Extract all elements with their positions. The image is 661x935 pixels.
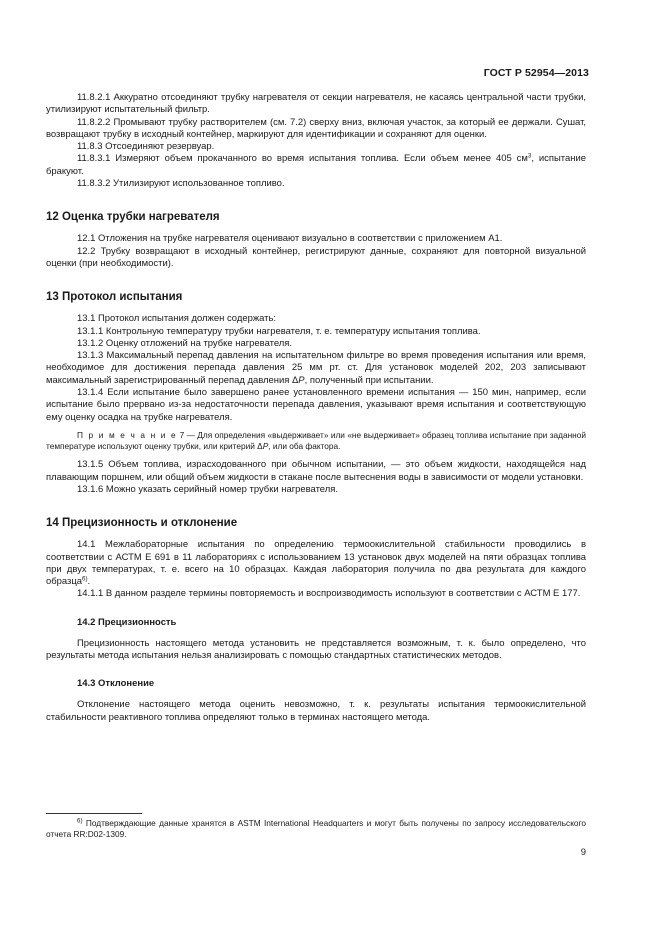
- paragraph-11-8-2-1: 11.8.2.1 Аккуратно отсоединяют трубку нагревателя от секции нагревателя, не касаясь центральной части трубки, утилизируют испытательный фильтр.: [46, 92, 586, 116]
- paragraph-13-1-1: 13.1.1 Контрольную температуру трубки нагревателя, т. е. температуру испытания топлива.: [77, 325, 481, 337]
- paragraph-11-8-2-2: 11.8.2.2 Промывают трубку растворителем (см. 7.2) сверху вниз, включая участок, за который ее держали. Сушат, возвращают трубку в исходный контейнер, маркируют для идентификации и сохраняют для оценки.: [46, 116, 586, 140]
- section-14-title: 14 Прецизионность и отклонение: [46, 517, 238, 530]
- paragraph-13-1-6: 13.1.6 Можно указать серийный номер трубки нагревателя.: [77, 483, 338, 495]
- footnote-6: [46, 818, 586, 841]
- paragraph-12-2: 12.2 Трубку возвращают в исходный контейнер, регистрируют данные, сохраняют для повторной визуальной оценки (при необходимости).: [46, 245, 586, 269]
- delta-p-symbol: P: [298, 374, 305, 386]
- document-body: [46, 92, 586, 724]
- paragraph-13-1-3: [46, 350, 586, 387]
- paragraph-11-8-3-1-tail: , испытание бракуют.: [46, 153, 586, 177]
- footnote-marker: 6): [77, 817, 83, 825]
- note-7: [46, 430, 586, 452]
- paragraph-13-1-3-text: 13.1.3 Максимальный перепад давления на испытательном фильтре во время проведения испытания или время, необходимое для достижения перепада давления 25 мм рт. ст. Для установок моделей 202, 203 записывают максимальный зарегистрированный перепад давления Δ: [46, 350, 586, 386]
- section-12-title: 12 Оценка трубки нагревателя: [46, 211, 220, 224]
- paragraph-13-1-2: 13.1.2 Оценку отложений на трубке нагревателя.: [77, 337, 293, 349]
- section-13-title: 13 Протокол испытания: [46, 291, 183, 304]
- note-text: 7 — Для определения «выдерживает» или «не выдерживает» образец топлива испытание при заданной температуре используют оценку трубки, или критерий Δ: [46, 429, 586, 452]
- footnote-text: Подтверждающие данные хранятся в ASTM International Headquarters и могут быть получены по запросу исследовательского отчета RR:D02-1309.: [46, 818, 586, 840]
- paragraph-13-1-3-tail: , полученный при испытании.: [304, 374, 434, 386]
- paragraph-14-1-tail: .: [87, 576, 91, 588]
- paragraph-14-1-1: 14.1.1 В данном разделе термины повторяемость и воспроизводимость используют в соответствии с АСТМ Е 177.: [77, 588, 581, 600]
- paragraph-11-8-3-1: [46, 153, 586, 178]
- note-delta-p-symbol: P: [262, 441, 269, 452]
- paragraph-11-8-3-2: 11.8.3.2 Утилизируют использованное топливо.: [77, 178, 285, 190]
- subsection-14-2-title: 14.2 Прецизионность: [77, 616, 177, 628]
- footnote-divider: [46, 813, 142, 814]
- paragraph-14-2: Прецизионность настоящего метода установить не представляется возможным, т. к. было определено, что результаты метода испытания нельзя анализировать с помощью стандартных статистических методов.: [46, 637, 586, 662]
- paragraph-11-8-3: 11.8.3 Отсоединяют резервуар.: [77, 141, 215, 153]
- paragraph-14-1: [46, 539, 586, 588]
- paragraph-14-1-text: 14.1 Межлабораторные испытания по определению термоокислительной стабильности проводились в соответствии с АСТМ Е 691 в 11 лабораториях с использованием 13 установок двух моделей на пяти образцах топлива при двух температурах, т. е. всего на 10 образцах. Каждая лаборатория получила по два результата для каждого образца: [46, 539, 586, 588]
- paragraph-12-1: 12.1 Отложения на трубке нагревателя оценивают визуально в соответствии с приложением А1.: [77, 233, 503, 245]
- page-number: 9: [580, 847, 586, 858]
- document-header: ГОСТ Р 52954—2013: [483, 67, 589, 79]
- paragraph-13-1-5: 13.1.5 Объем топлива, израсходованного при обычном испытании, — это объем жидкости, находящейся над плавающим поршнем, или общий объем жидкости в стакане после вытеснения воды в зависимости от модели установки.: [46, 459, 586, 483]
- paragraph-14-3: Отклонение настоящего метода оценить невозможно, т. к. результаты испытания термоокислительной стабильности реактивного топлива определяют только в терминах настоящего метода.: [46, 699, 586, 723]
- subsection-14-3-title: 14.3 Отклонение: [77, 678, 155, 690]
- paragraph-11-8-3-1-text: 11.8.3.1 Измеряют объем прокачанного во время испытания топлива. Если объем менее 405 см: [77, 153, 528, 165]
- paragraph-13-1-4: 13.1.4 Если испытание было завершено ранее установленного времени испытания — 150 мин, например, если испытание было прервано из-за недостаточности перепада давления, указывают время испытания и соответствующую ему оценку осадка на трубке нагревателя.: [46, 387, 586, 423]
- note-tail: , или оба фактора.: [268, 441, 341, 452]
- note-label: П р и м е ч а н и е: [77, 429, 178, 440]
- superscript-cubic: 3: [527, 152, 532, 160]
- paragraph-13-1: 13.1 Протокол испытания должен содержать:: [77, 313, 277, 325]
- footnote-ref-6[interactable]: 6): [82, 575, 88, 583]
